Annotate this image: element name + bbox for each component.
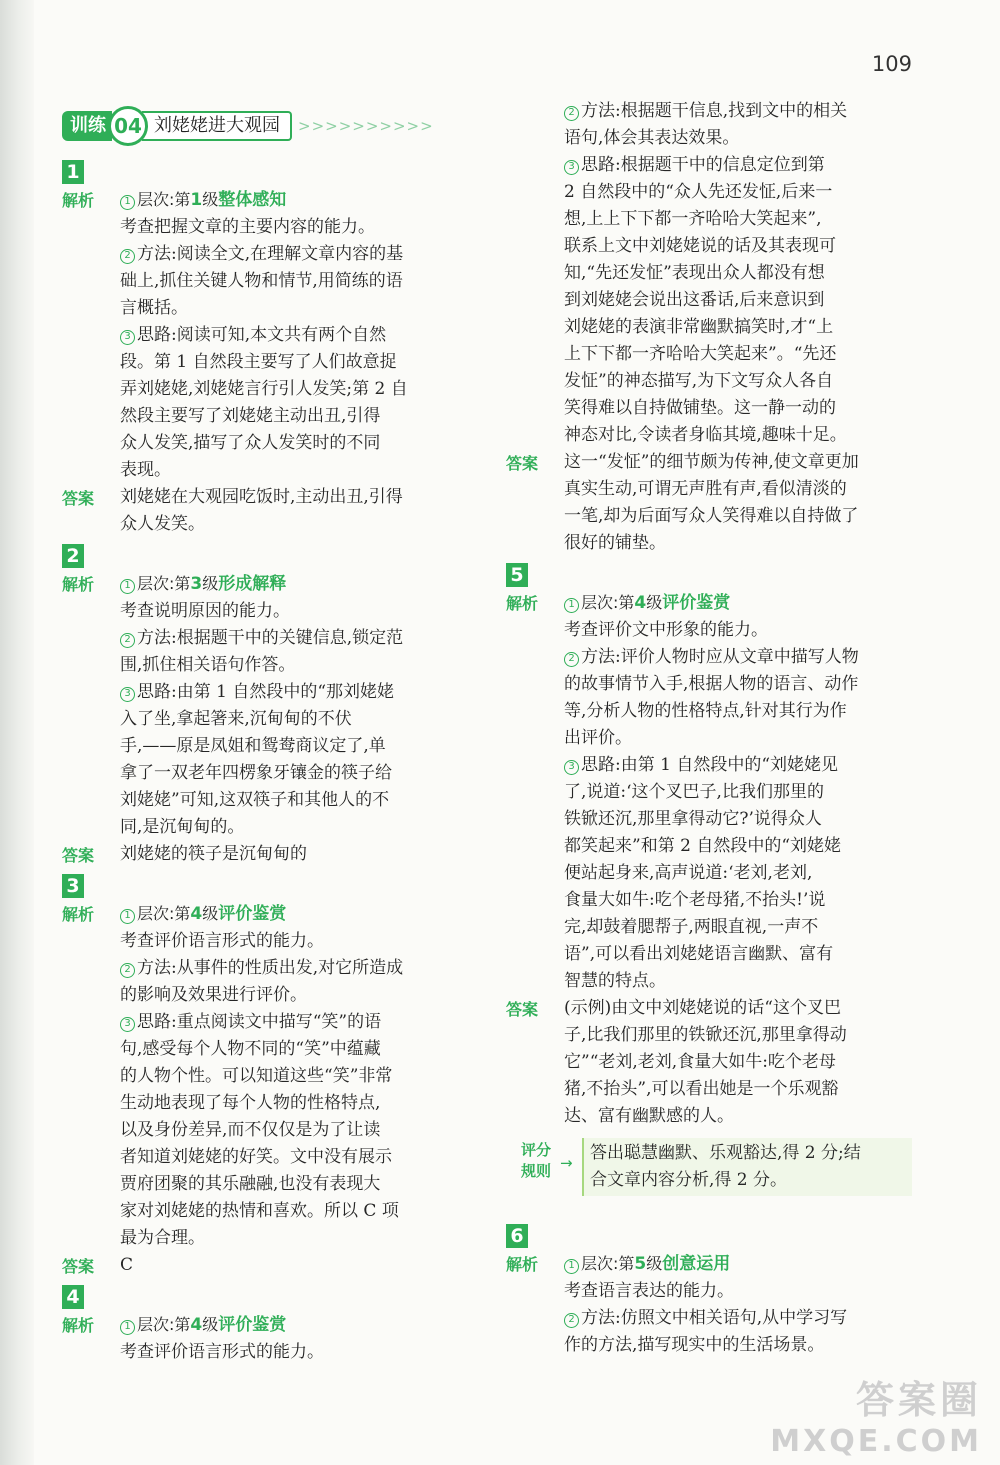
- question-1: [62, 154, 474, 538]
- answer-block: [506, 995, 918, 1130]
- text-line: 2 方法:阅读全文,在理解文章内容的基: [120, 241, 474, 268]
- text-line: 弄刘姥姥,刘姥姥言行引人发笑;第 2 自: [120, 379, 408, 399]
- text-line: 考查评价语言形式的能力。: [120, 931, 324, 951]
- answer-line: 猪,不抬头”,可以看出她是一个乐观豁: [564, 1079, 839, 1099]
- answer-block: [62, 484, 474, 538]
- page-spine-shadow: [0, 0, 34, 1465]
- circled-number-2: 2: [564, 106, 579, 121]
- answer-label: 答案: [62, 1257, 95, 1276]
- text-line: 言概括。: [120, 298, 188, 318]
- text-line: 3 思路:由第 1 自然段中的“那刘姥姥: [120, 679, 474, 706]
- question-2: [62, 538, 474, 868]
- banner-number: 04: [108, 106, 148, 146]
- text-line: 2 方法:根据题干信息,找到文中的相关: [564, 98, 918, 125]
- text-line: 食量大如牛:吃个老母猪,不抬头!’说: [564, 890, 826, 910]
- text-line: 到刘姥姥会说出这番话,后来意识到: [564, 290, 825, 310]
- question-number: 4: [62, 1285, 84, 1309]
- circled-number-3: 3: [120, 1017, 135, 1032]
- answer-line: 它”“老刘,老刘,食量大如牛:吃个老母: [564, 1052, 836, 1072]
- analysis-block: [62, 900, 474, 1252]
- analysis-block: [506, 589, 918, 995]
- text-line: 便站起身来,高声说道:‘老刘,老刘,: [564, 863, 813, 883]
- answer-line: 一笔,却为后面写众人笑得难以自持做了: [564, 506, 859, 526]
- text-line: 的人物个性。可以知道这些“笑”非常: [120, 1066, 393, 1086]
- circled-number-1: 1: [120, 1320, 135, 1335]
- text-line: 作的方法,描写现实中的生活场景。: [564, 1335, 825, 1355]
- text-line: 然段主要写了刘姥姥主动出丑,引得: [120, 406, 381, 426]
- text-line: 同,是沉甸甸的。: [120, 817, 245, 837]
- text-line: 2 方法:评价人物时应从文章中描写人物: [564, 644, 918, 671]
- level-line: 1 层次:第1级整体感知: [120, 186, 474, 214]
- circled-number-1: 1: [120, 909, 135, 924]
- answer-line: 众人发笑。: [120, 514, 205, 534]
- text-line: 语”,可以看出刘姥姥语言幽默、富有: [564, 944, 834, 964]
- text-line: 拿了一双老年四楞象牙镶金的筷子给: [120, 763, 392, 783]
- text-line: 联系上文中刘姥姥说的话及其表现可: [564, 236, 836, 256]
- circled-number-2: 2: [120, 633, 135, 648]
- analysis-block: [62, 186, 474, 484]
- text-line: 刘姥姥的表演非常幽默搞笑时,才“上: [564, 317, 834, 337]
- question-5: [506, 557, 918, 1200]
- text-line: 手,——原是凤姐和鸳鸯商议定了,单: [120, 736, 386, 756]
- answer-label: 答案: [62, 846, 95, 865]
- text-line: 2 方法:仿照文中相关语句,从中学习写: [564, 1305, 918, 1332]
- text-line: 的影响及效果进行评价。: [120, 985, 307, 1005]
- text-line: 生动地表现了每个人物的性格特点,: [120, 1093, 381, 1113]
- scoring-rule-text: 答出聪慧幽默、乐观豁达,得 2 分;结 合文章内容分析,得 2 分。: [582, 1138, 912, 1196]
- text-line: 想,上上下下都一齐哈哈大笑起来”,: [564, 209, 822, 229]
- text-line: 上下下都一齐哈哈大笑起来”。“先还: [564, 344, 837, 364]
- answer-line: 子,比我们那里的铁锨还沉,那里拿得动: [564, 1025, 847, 1045]
- answer-line: 达、富有幽默感的人。: [564, 1106, 734, 1126]
- circled-number-3: 3: [564, 160, 579, 175]
- answer-line: 这一“发怔”的细节颇为传神,使文章更加: [564, 452, 859, 472]
- level-line: 1 层次:第3级形成解释: [120, 570, 474, 598]
- question-number: 3: [62, 874, 84, 898]
- text-line: 2 方法:从事件的性质出发,对它所造成: [120, 955, 474, 982]
- analysis-block: [62, 570, 474, 841]
- page-number: 109: [871, 52, 912, 76]
- text-line: 3 思路:阅读可知,本文共有两个自然: [120, 322, 474, 349]
- banner-title: 刘姥姥进大观园: [142, 111, 292, 141]
- text-line: 3 思路:由第 1 自然段中的“刘姥姥见: [564, 752, 918, 779]
- analysis-label: 解析: [506, 1255, 539, 1274]
- text-line: 考查把握文章的主要内容的能力。: [120, 217, 375, 237]
- question-4: [62, 1279, 474, 1366]
- text-line: 众人发笑,描写了众人发笑时的不同: [120, 433, 381, 453]
- circled-number-2: 2: [120, 963, 135, 978]
- banner-arrows: >>>>>>>>>>: [298, 117, 434, 135]
- watermark: 答案圈 MXQE.COM: [770, 1378, 982, 1459]
- text-line: 家对刘姥姥的热情和喜欢。所以 C 项: [120, 1201, 399, 1221]
- text-line: 围,抓住相关语句作答。: [120, 655, 296, 675]
- circled-number-3: 3: [120, 687, 135, 702]
- circled-number-1: 1: [564, 1259, 579, 1274]
- arrow-right-icon: →: [560, 1154, 573, 1172]
- circled-number-1: 1: [120, 579, 135, 594]
- text-line: 础上,抓住关键人物和情节,用简练的语: [120, 271, 403, 291]
- left-column: [62, 108, 474, 1366]
- answer-label: 答案: [506, 454, 539, 473]
- analysis-block: [62, 1311, 474, 1366]
- analysis-label: 解析: [506, 594, 539, 613]
- circled-number-3: 3: [564, 760, 579, 775]
- analysis-label: 解析: [62, 191, 95, 210]
- circled-number-1: 1: [120, 195, 135, 210]
- text-line: 笑得难以自持做铺垫。这一静一动的: [564, 398, 836, 418]
- text-line: 语句,体会其表达效果。: [564, 128, 740, 148]
- text-line: 了,说道:‘这个叉巴子,比我们那里的: [564, 782, 824, 802]
- level-line: 1 层次:第4级评价鉴赏: [564, 589, 918, 617]
- question-6: [506, 1218, 918, 1359]
- level-line: 1 层次:第5级创意运用: [564, 1250, 918, 1278]
- answer-line: C: [120, 1255, 134, 1275]
- section-banner: [62, 108, 474, 144]
- text-line: 最为合理。: [120, 1228, 205, 1248]
- text-line: 考查语言表达的能力。: [564, 1281, 734, 1301]
- text-line: 都笑起来”和第 2 自然段中的“刘姥姥: [564, 836, 842, 856]
- text-line: 者知道刘姥姥的好笑。文中没有展示: [120, 1147, 392, 1167]
- text-line: 2 自然段中的“众人先还发怔,后来一: [564, 182, 833, 202]
- answer-line: 刘姥姥在大观园吃饭时,主动出丑,引得: [120, 487, 403, 507]
- analysis-label: 解析: [62, 575, 95, 594]
- answer-block: [62, 1252, 474, 1279]
- text-line: 3 思路:根据题干中的信息定位到第: [564, 152, 918, 179]
- text-line: 以及身份差异,而不仅仅是为了让读: [120, 1120, 381, 1140]
- circled-number-2: 2: [564, 652, 579, 667]
- text-line: 完,却鼓着腮帮子,两眼直视,一声不: [564, 917, 819, 937]
- circled-number-1: 1: [564, 598, 579, 613]
- circled-number-3: 3: [120, 330, 135, 345]
- analysis-label: 解析: [62, 1316, 95, 1335]
- analysis-label: 解析: [62, 905, 95, 924]
- question-number: 5: [506, 563, 528, 587]
- text-line: 2 方法:根据题干中的关键信息,锁定范: [120, 625, 474, 652]
- text-line: 知,“先还发怔”表现出众人都没有想: [564, 263, 825, 283]
- question-3: [62, 868, 474, 1279]
- question-number: 6: [506, 1224, 528, 1248]
- text-line: 3 思路:重点阅读文中描写“笑”的语: [120, 1009, 474, 1036]
- banner-tag: 训练: [62, 111, 112, 141]
- question-number: 1: [62, 160, 84, 184]
- level-line: 1 层次:第4级评价鉴赏: [120, 900, 474, 928]
- answer-line: 刘姥姥的筷子是沉甸甸的: [120, 844, 307, 864]
- text-line: 出评价。: [564, 728, 632, 748]
- answer-line: 很好的铺垫。: [564, 533, 666, 553]
- right-column: [506, 98, 918, 1359]
- answer-line: (示例)由文中刘姥姥说的话“这个叉巴: [564, 998, 841, 1018]
- scoring-rule: [506, 1138, 918, 1200]
- scoring-rule-label: 评分 规则: [520, 1141, 551, 1180]
- answer-line: 真实生动,可谓无声胜有声,看似清淡的: [564, 479, 847, 499]
- text-line: 表现。: [120, 460, 171, 480]
- text-line: 的故事情节入手,根据人物的语言、动作: [564, 674, 859, 694]
- answer-label: 答案: [506, 1000, 539, 1019]
- text-line: 等,分析人物的性格特点,针对其行为作: [564, 701, 847, 721]
- text-line: 句,感受每个人物不同的“笑”中蕴藏: [120, 1039, 381, 1059]
- text-line: 考查评价文中形象的能力。: [564, 620, 768, 640]
- text-line: 发怔”的神态描写,为下文写众人各自: [564, 371, 834, 391]
- text-line: 智慧的特点。: [564, 971, 666, 991]
- answer-block: [62, 841, 474, 868]
- text-line: 神态对比,令读者身临其境,趣味十足。: [564, 425, 847, 445]
- text-line: 贾府团聚的其乐融融,也没有表现大: [120, 1174, 381, 1194]
- text-line: 入了坐,拿起箸来,沉甸甸的不伏: [120, 709, 352, 729]
- text-line: 刘姥姥”可知,这双筷子和其他人的不: [120, 790, 390, 810]
- circled-number-2: 2: [120, 249, 135, 264]
- text-line: 考查说明原因的能力。: [120, 601, 290, 621]
- answer-label: 答案: [62, 489, 95, 508]
- level-line: 1 层次:第4级评价鉴赏: [120, 1311, 474, 1339]
- question-number: 2: [62, 544, 84, 568]
- question-4-continued: [506, 98, 918, 449]
- text-line: 段。第 1 自然段主要写了人们故意捉: [120, 352, 397, 372]
- text-line: 考查评价语言形式的能力。: [120, 1342, 324, 1362]
- circled-number-2: 2: [564, 1313, 579, 1328]
- text-line: 铁锨还沉,那里拿得动它?’说得众人: [564, 809, 822, 829]
- analysis-block: [506, 1250, 918, 1359]
- answer-block: [506, 449, 918, 557]
